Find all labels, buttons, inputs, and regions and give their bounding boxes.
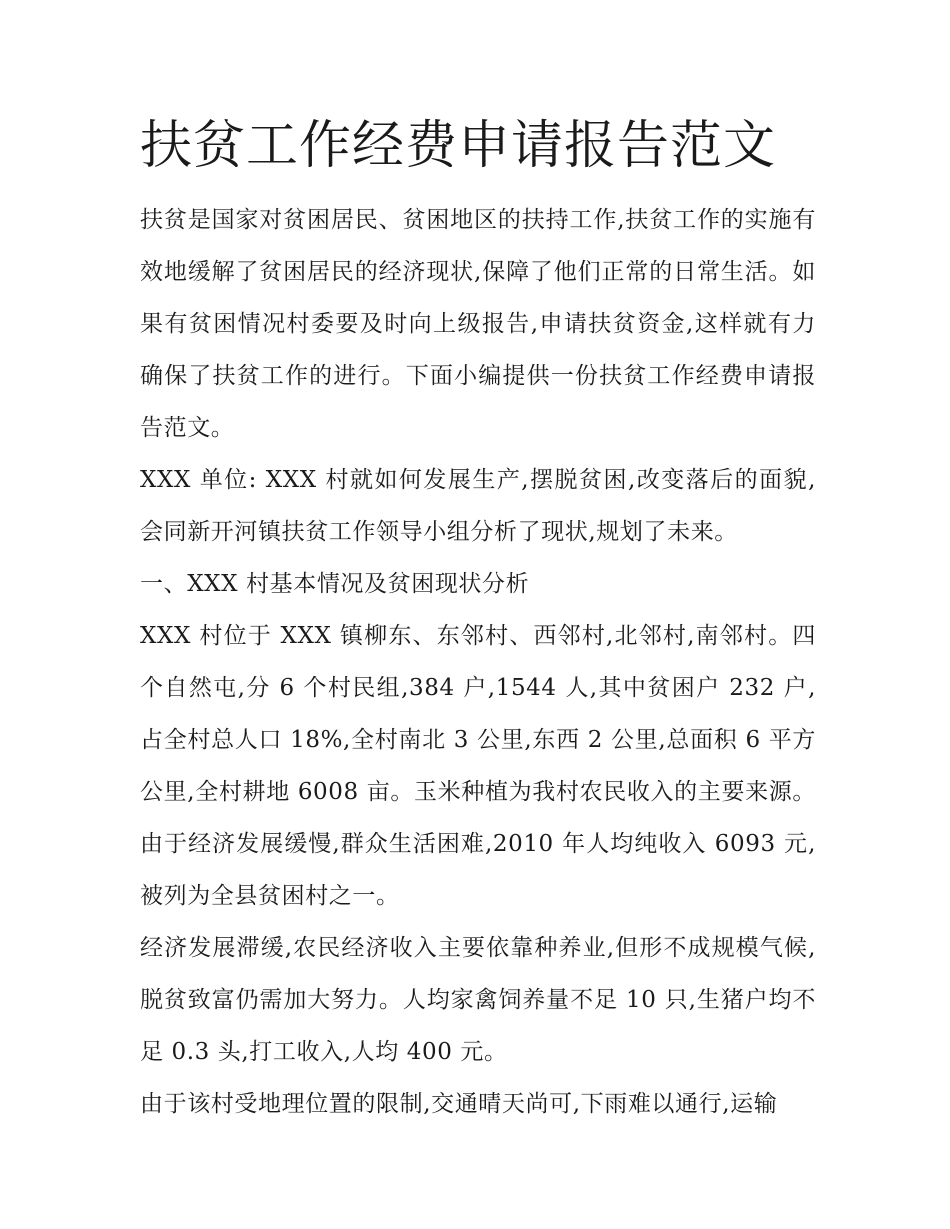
section-heading-1: 一、XXX 村基本情况及贫困现状分析 [140, 571, 530, 597]
paragraph-intro: 扶贫是国家对贫困居民、贫困地区的扶持工作,扶贫工作的实施有效地缓解了贫困居民的经济现状,保障了他们正常的日常生活。如果有贫困情况村委要及时向上级报告,申请扶贫资金,这样就有力确保了扶贫工作的进行。下面小编提供一份扶贫工作经费申请报告范文。 [140, 207, 816, 441]
paragraph-village-info: XXX 村位于 XXX 镇柳东、东邻村、西邻村,北邻村,南邻村。四个自然屯,分 6 个村民组,384 户,1544 人,其中贫困户 232 户,占全村总人口 18%,全村南北 3 公里,东西 2 公里,总面积 6 平方公里,全村耕地 6008 亩。玉米种植为我村农民收入的主要来源。由于经济发展缓慢,群众生活困难,2010 年人均纯收入 6093 元,被列为全县贫困村之一。 [140, 623, 816, 909]
paragraph-economy: 经济发展滞缓,农民经济收入主要依靠种养业,但形不成规模气候,脱贫致富仍需加大努力。人均家禽饲养量不足 10 只,生猪户均不足 0.3 头,打工收入,人均 400 元。 [140, 935, 816, 1065]
paragraph-geography: 由于该村受地理位置的限制,交通晴天尚可,下雨难以通行,运输 [140, 1091, 778, 1117]
page-title: 扶贫工作经费申请报告范文 [140, 116, 777, 176]
document-body [140, 112, 816, 1130]
paragraph-salutation: XXX 单位: XXX 村就如何发展生产,摆脱贫困,改变落后的面貌,会同新开河镇扶贫工作领导小组分析了现状,规划了未来。 [140, 467, 816, 545]
